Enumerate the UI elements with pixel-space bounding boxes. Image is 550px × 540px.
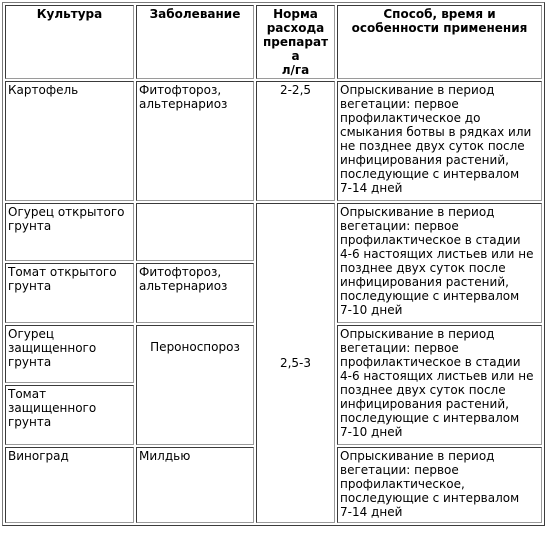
method-grape: Опрыскивание в период вегетации: первое профилактическое, последующие с интервалом 7-14 дней <box>337 447 542 523</box>
culture-grape: Виноград <box>5 447 134 523</box>
method-protected-ground: Опрыскивание в период вегетации: первое профилактическое в стадии 4-6 настоящих листьев или не позднее двух суток после инфицирования растений, последующие с интервалом 7-10 дней <box>337 325 542 445</box>
rate-shared: 2,5-3 <box>256 203 335 523</box>
header-method: Способ, время и особенности применения <box>337 5 542 79</box>
method-potato: Опрыскивание в период вегетации: первое профилактическое до смыкания ботвы в рядках или не позднее двух суток после инфицирования растений, последующие с интервалом 7-14 дней <box>337 81 542 201</box>
table-row <box>5 81 542 201</box>
rate-potato: 2-2,5 <box>256 81 335 201</box>
disease-grape: Милдью <box>136 447 254 523</box>
culture-potato: Картофель <box>5 81 134 201</box>
table-row <box>5 203 542 261</box>
method-open-ground: Опрыскивание в период вегетации: первое профилактическое в стадии 4-6 настоящих листьев или не позднее двух суток после инфицирования растений, последующие с интервалом 7-10 дней <box>337 203 542 323</box>
disease-potato: Фитофтороз, альтернариоз <box>136 81 254 201</box>
header-rate: Норма расхода препарата л/га <box>256 5 335 79</box>
header-disease: Заболевание <box>136 5 254 79</box>
disease-tomato-open: Фитофтороз, альтернариоз <box>136 263 254 323</box>
culture-tomato-open: Томат открытого грунта <box>5 263 134 323</box>
disease-cucumber-open <box>136 203 254 261</box>
disease-protected: Пероноспороз <box>136 325 254 445</box>
header-row <box>5 5 542 79</box>
culture-cucumber-open: Огурец открытого грунта <box>5 203 134 261</box>
culture-cucumber-protected: Огурец защищенного грунта <box>5 325 134 383</box>
fungicide-table <box>2 2 545 526</box>
header-culture: Культура <box>5 5 134 79</box>
culture-tomato-protected: Томат защищенного грунта <box>5 385 134 445</box>
